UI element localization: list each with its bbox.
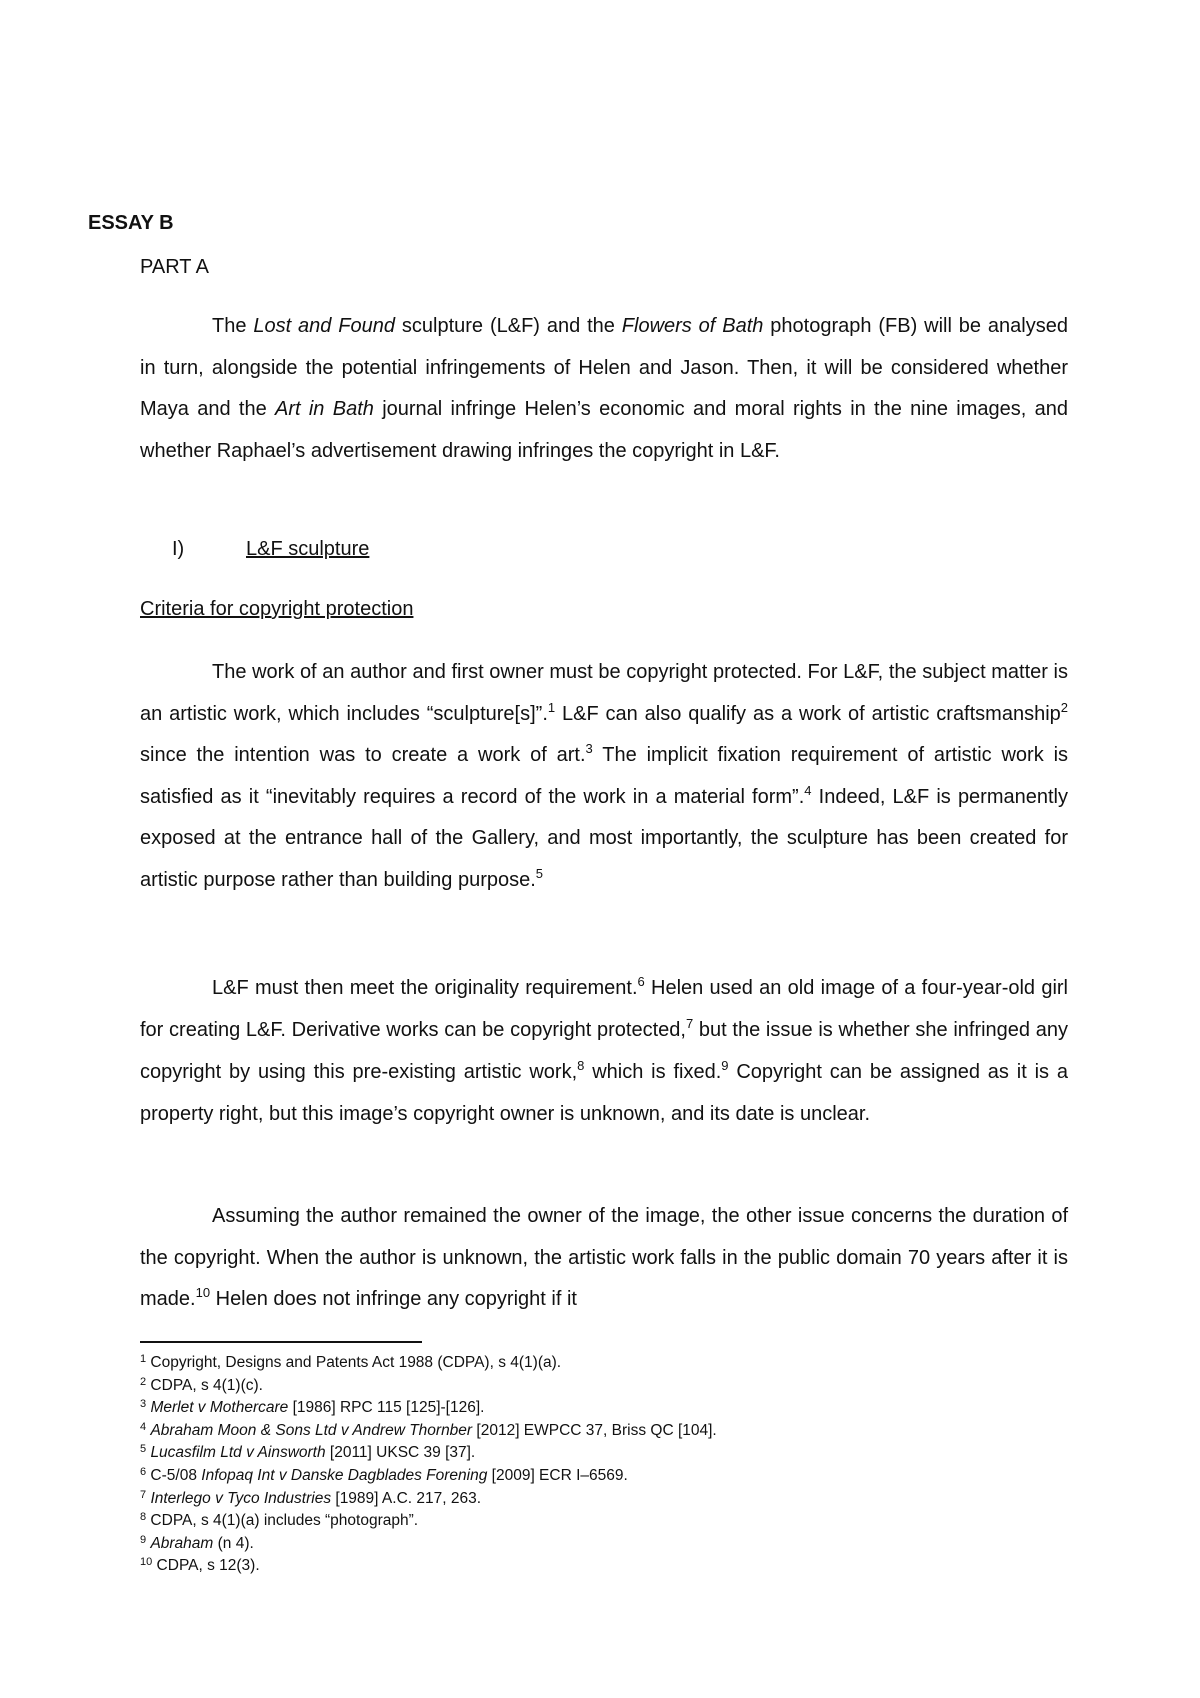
section-title: L&F sculpture — [246, 538, 370, 560]
footnote: $^6$ C-5/08 Infopaq Int v Danske Dagblades Forening [2009] ECR I–6569. — [140, 1465, 628, 1484]
part-label: PART A — [140, 256, 209, 278]
footnote-ref[interactable]: 1 — [547, 699, 556, 715]
footnote: $^4$ Abraham Moon & Sons Ltd v Andrew Thornber [2012] EWPCC 37, Briss QC [104]. — [140, 1420, 717, 1439]
essay-title: ESSAY B — [88, 212, 174, 234]
footnote-ref[interactable]: 2 — [1060, 699, 1069, 715]
footnote-ref[interactable]: 10 — [195, 1285, 211, 1300]
footnotes — [140, 1352, 1070, 1578]
paragraph-2: L&F must then meet the originality requirement.$^6$ Helen used an old image of a four-year-old girl for creating L&F. Derivative works can be copyright protected,$^7$ but the issue is whether she infringed any copyright by using this pre-existing artistic work,$^8$ which is fixed.$^9$ Copyright can be assigned as it is a property right, but this image’s copyright owner is unknown, and its date is unclear. — [140, 974, 1068, 1125]
section-number: I) — [172, 538, 185, 560]
footnote: $^1$ Copyright, Designs and Patents Act 1988 (CDPA), s 4(1)(a). — [140, 1353, 562, 1371]
footnote-ref[interactable]: 6 — [637, 974, 645, 989]
footnote-ref[interactable]: 3 — [585, 741, 593, 756]
footnote: $^5$ Lucasfilm Ltd v Ainsworth [2011] UKSC 39 [37]. — [140, 1443, 476, 1462]
footnote-ref[interactable]: 5 — [535, 865, 544, 881]
footnote: $^3$ Merlet v Mothercare [1986] RPC 115 [125]-[126]. — [140, 1398, 485, 1417]
footnote: $^7$ Interlego v Tyco Industries [1989] A.C. 217, 263. — [140, 1488, 482, 1507]
footnote-ref[interactable]: 4 — [804, 782, 812, 798]
footnote-separator — [140, 1341, 422, 1343]
intro-paragraph: The Lost and Found sculpture (L&F) and the Flowers of Bath photograph (FB) will be analysed in turn, alongside the potential infringements of Helen and Jason. Then, it will be considered whether Maya and the Art in Bath journal infringe Helen’s economic and moral rights in the nine images, and whether Raphael’s advertisement drawing infringes the copyright in L&F. — [140, 315, 1068, 462]
paragraph-1: The work of an author and first owner must be copyright protected. For L&F, the subject matter is an artistic work, which includes “sculpture[s]”.$^1$ L&F can also qualify as a work of artistic craftsmanship$^2$ since the intention was to create a work of art.$^3$ The implicit fixation requirement of artistic work is satisfied as it “inevitably requires a record of the work in a material form”.$^4$ Indeed, L&F is permanently exposed at the entrance hall of the Gallery, and most importantly, the sculpture has been created for artistic purpose rather than building purpose.$^5$ — [140, 661, 1069, 891]
footnote-ref[interactable]: 7 — [685, 1016, 694, 1031]
footnote-ref[interactable]: 9 — [721, 1058, 729, 1073]
footnote: $^2$ CDPA, s 4(1)(c). — [140, 1375, 263, 1394]
paragraph-3: Assuming the author remained the owner of the image, the other issue concerns the duration of the copyright. When the author is unknown, the artistic work falls in the public domain 70 years after it is made.$^{10}$ Helen does not infringe any copyright if it — [140, 1205, 1068, 1310]
footnote: $^8$ CDPA, s 4(1)(a) includes “photograph”. — [140, 1511, 419, 1530]
footnote: $^{10}$ CDPA, s 12(3). — [140, 1556, 260, 1575]
subheading: Criteria for copyright protection — [140, 598, 414, 620]
footnote: $^9$ Abraham (n 4). — [140, 1533, 254, 1552]
footnote-ref[interactable]: 8 — [577, 1058, 585, 1073]
